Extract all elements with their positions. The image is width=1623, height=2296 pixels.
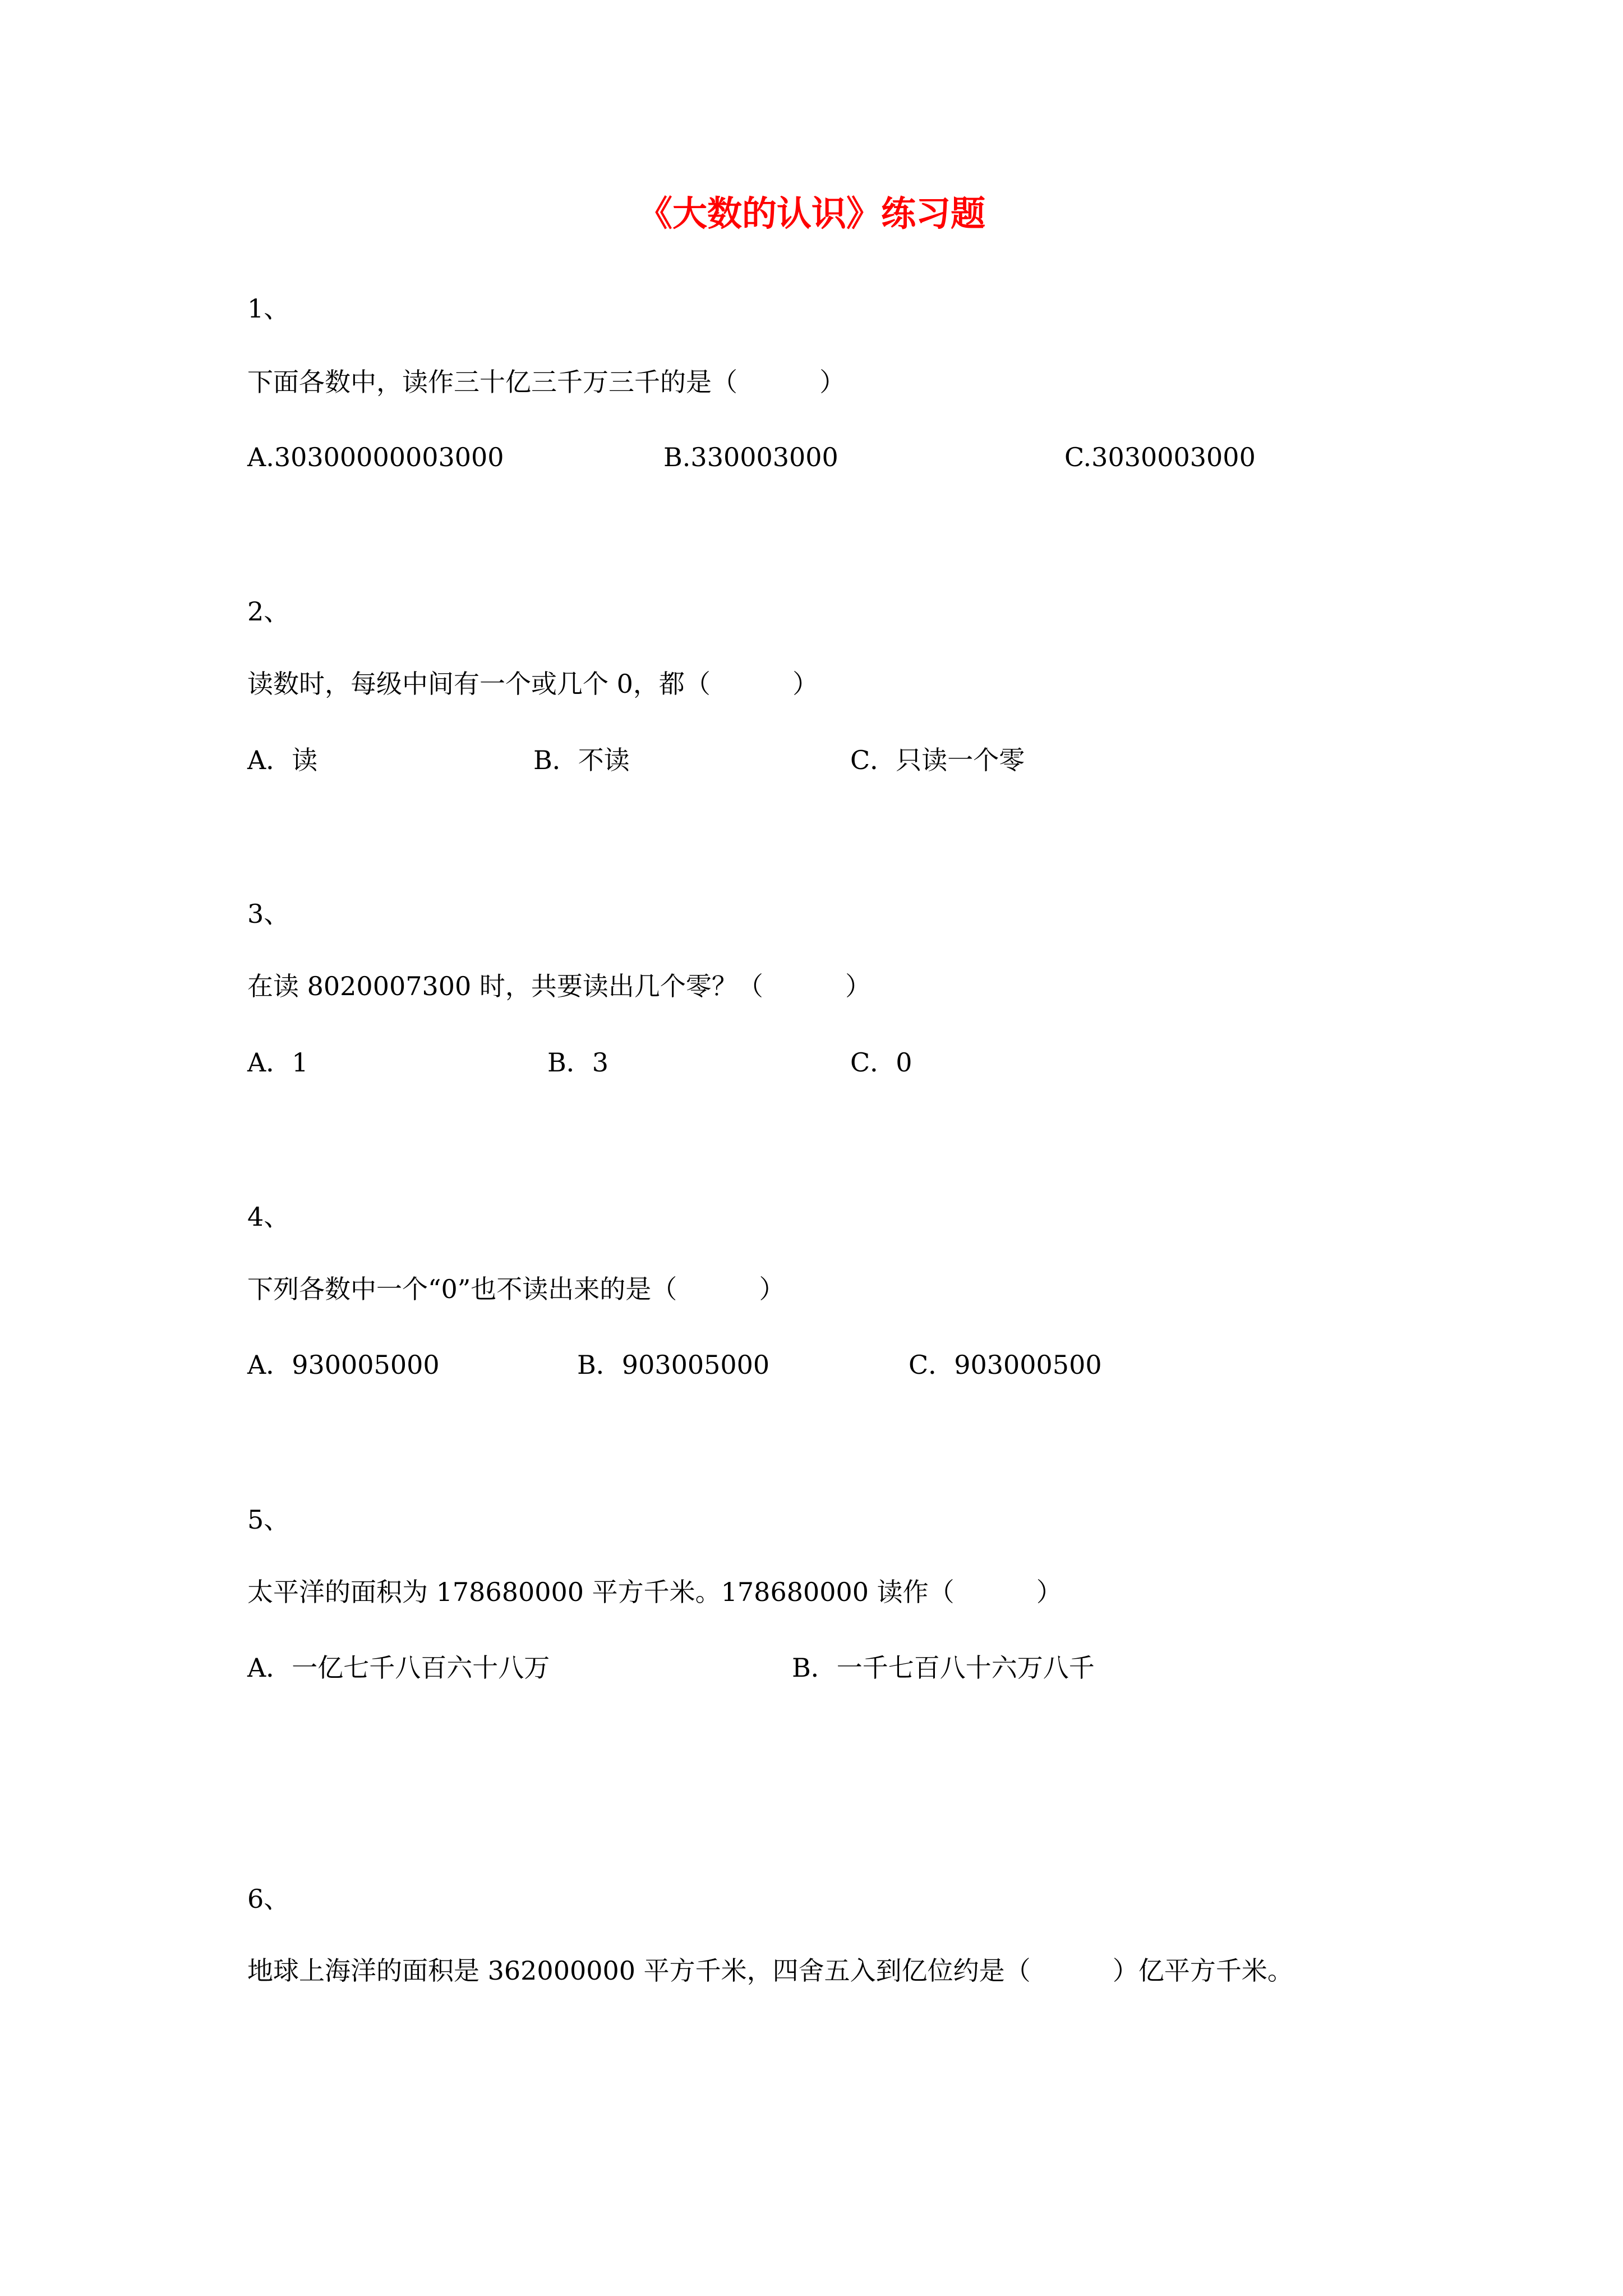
page-title: 《大数的认识》练习题 (637, 193, 985, 234)
question-1-option-c: C.3030003000 (1064, 442, 1256, 472)
question-4-number: 4、 (247, 1202, 290, 1232)
question-2-option-a: A．读 (247, 745, 318, 775)
question-1-number: 1、 (247, 293, 290, 324)
question-4-text: 下列各数中一个“0”也不读出来的是（ ） (247, 1274, 785, 1304)
question-1-option-a: A.30300000003000 (247, 442, 504, 472)
question-4-option-a: A．930005000 (247, 1350, 440, 1380)
question-5-option-a: A．一亿七千八百六十八万 (247, 1653, 550, 1683)
question-6-text: 地球上海洋的面积是 362000000 平方千米，四舍五入到亿位约是（ ）亿平方千米。 (247, 1955, 1293, 1986)
question-3-text: 在读 8020007300 时，共要读出几个零？（ ） (247, 971, 872, 1001)
question-1-text: 下面各数中，读作三十亿三千万三千的是（ ） (247, 367, 846, 397)
question-3-option-a: A．1 (247, 1047, 308, 1078)
question-5-option-b: B．一千七百八十六万八千 (792, 1653, 1095, 1683)
question-4-option-c: C．903000500 (909, 1350, 1102, 1380)
question-3-number: 3、 (247, 899, 290, 929)
question-5-text: 太平洋的面积为 178680000 平方千米。178680000 读作（ ） (247, 1577, 1062, 1607)
question-2-option-b: B．不读 (533, 745, 630, 775)
question-2-option-c: C．只读一个零 (850, 745, 1025, 775)
question-2-number: 2、 (247, 596, 290, 627)
question-6-number: 6、 (247, 1884, 290, 1914)
question-3-option-b: B．3 (547, 1047, 609, 1078)
question-5-number: 5、 (247, 1504, 290, 1535)
question-3-option-c: C．0 (850, 1047, 912, 1078)
question-4-option-b: B．903005000 (577, 1350, 770, 1380)
question-1-option-b: B.330003000 (663, 442, 838, 472)
question-2-text: 读数时，每级中间有一个或几个 0，都（ ） (247, 669, 819, 699)
